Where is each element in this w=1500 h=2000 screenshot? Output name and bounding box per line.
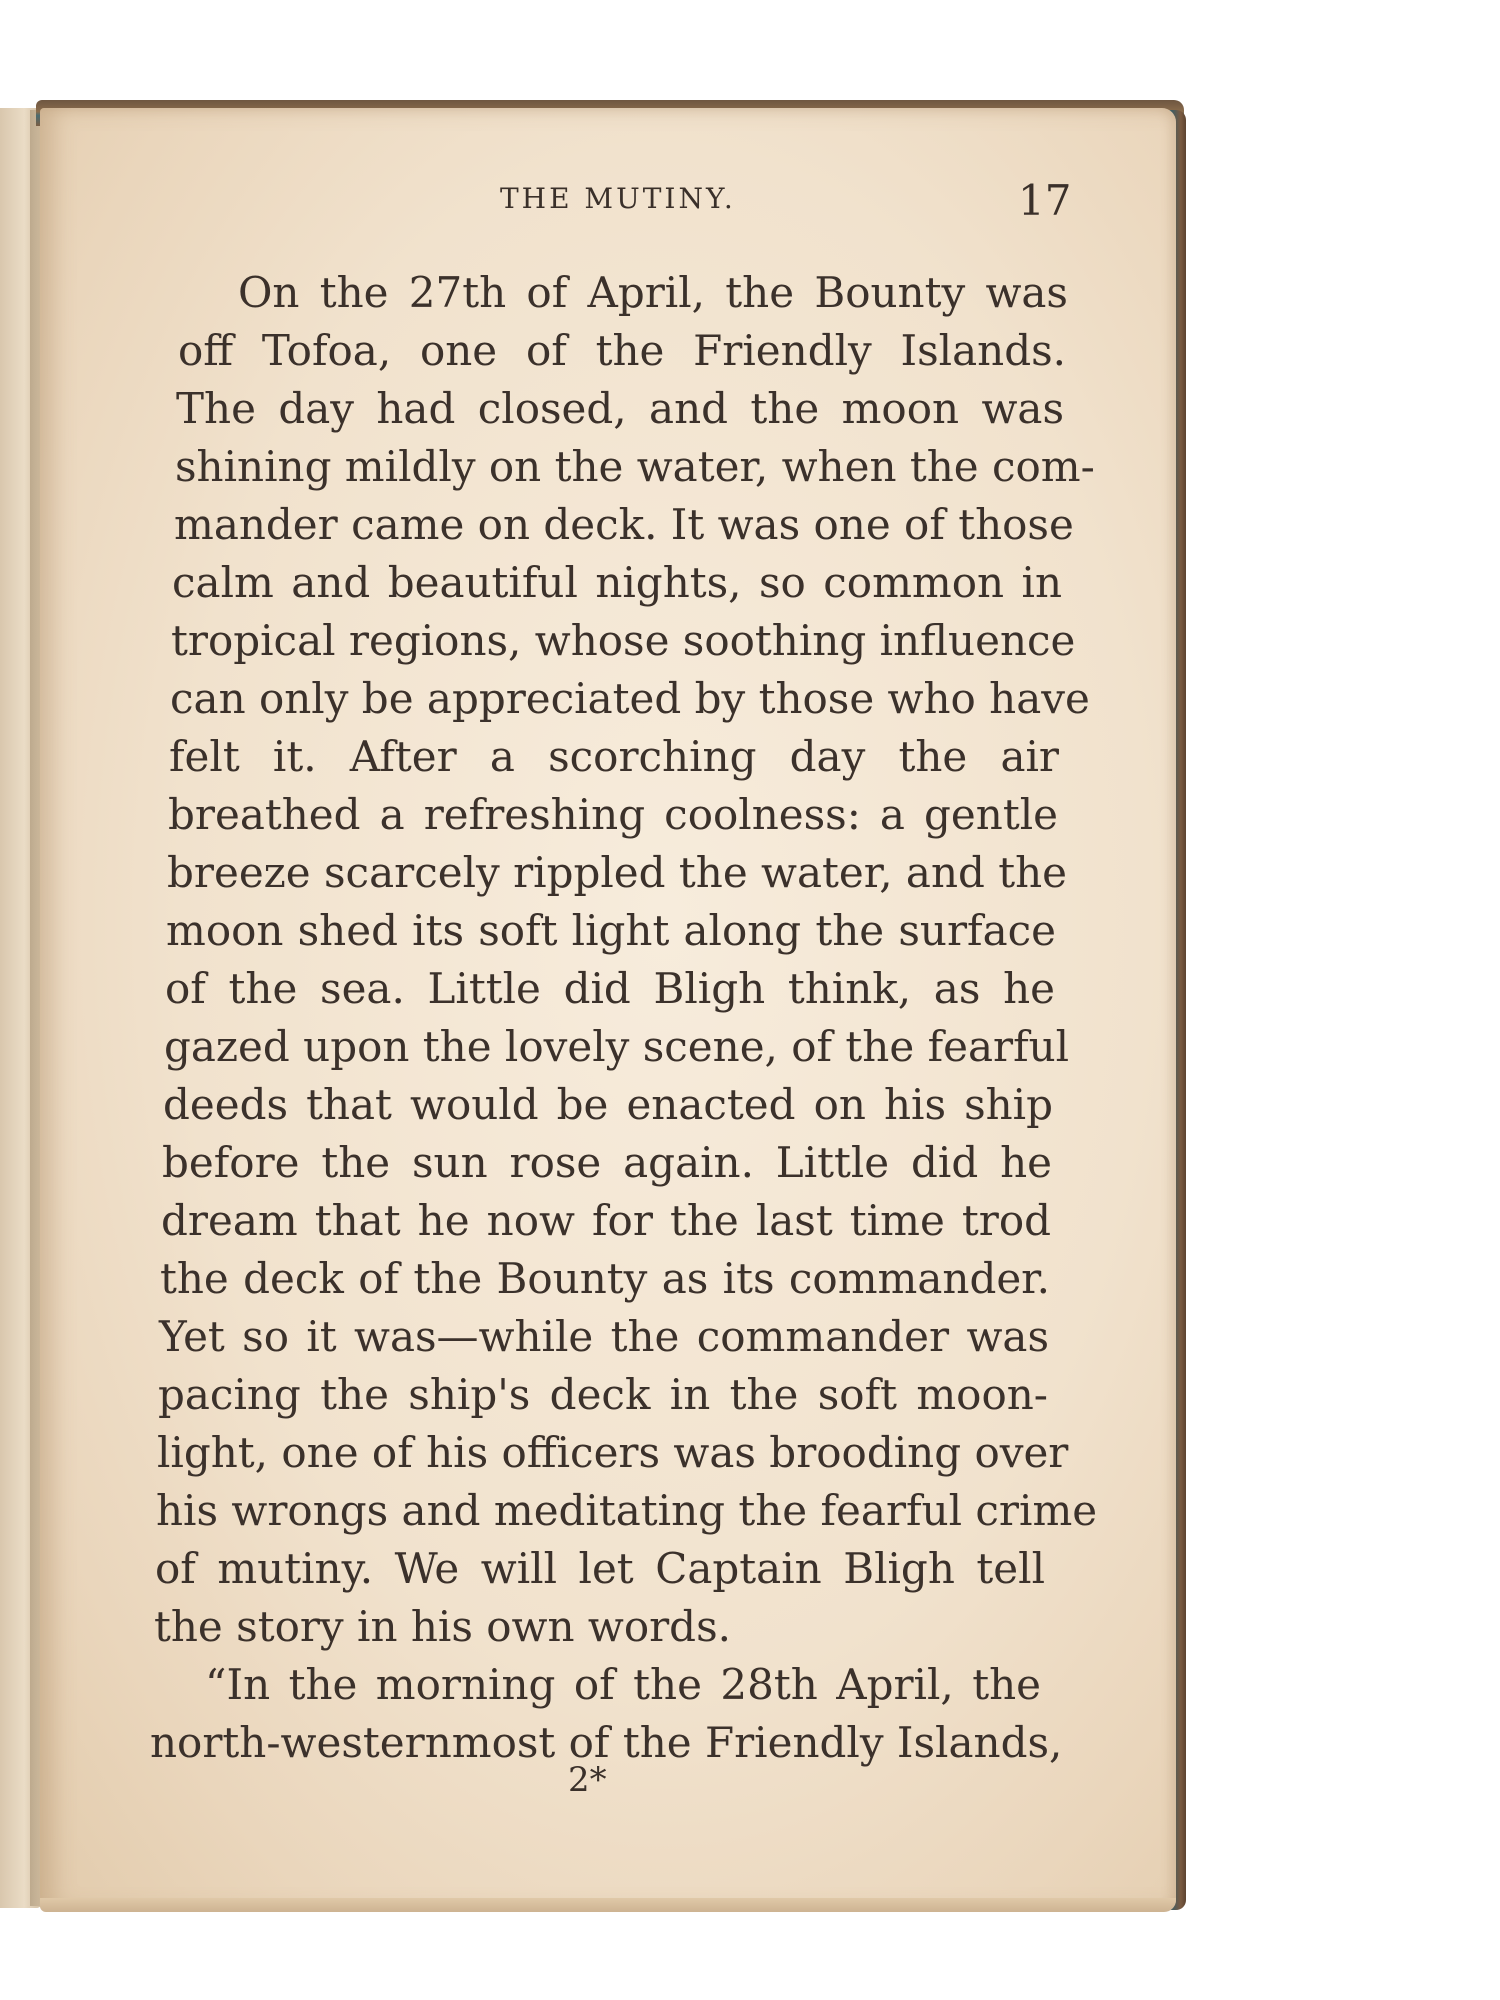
text-line: north-westernmost of the Friendly Islands,: [150, 1718, 1063, 1767]
page-bottom-edge: [40, 1898, 1176, 1912]
text-line: “In the morning of the 28th April, the: [205, 1660, 1041, 1709]
text-line: his wrongs and meditating the fearful crime: [156, 1486, 1098, 1535]
text-line: the deck of the Bounty as its commander.: [160, 1254, 1050, 1303]
text-line: dream that he now for the last time trod: [161, 1196, 1051, 1245]
text-line: The day had closed, and the moon was: [176, 384, 1064, 433]
text-line: breathed a refreshing coolness: a gentle: [168, 790, 1058, 839]
text-line: the story in his own words.: [154, 1602, 731, 1651]
text-line: breeze scarcely rippled the water, and the: [167, 848, 1068, 897]
text-line: tropical regions, whose soothing influence: [171, 616, 1076, 665]
text-line: shining mildly on the water, when the com-: [175, 442, 1095, 491]
text-line: before the sun rose again. Little did he: [162, 1138, 1052, 1187]
text-line: calm and beautiful nights, so common in: [172, 558, 1062, 607]
signature-mark: 2*: [568, 1760, 607, 1800]
text-line: On the 27th of April, the Bounty was: [238, 268, 1068, 317]
text-line: gazed upon the lovely scene, of the fearful: [164, 1022, 1070, 1071]
text-line: felt it. After a scorching day the air: [169, 732, 1059, 781]
text-line: of mutiny. We will let Captain Bligh tell: [155, 1544, 1045, 1593]
text-line: of the sea. Little did Bligh think, as he: [165, 964, 1055, 1013]
text-line: light, one of his officers was brooding over: [157, 1428, 1069, 1477]
text-line: Yet so it was—while the commander was: [159, 1312, 1049, 1361]
page-number: 17: [1018, 176, 1072, 225]
text-line: pacing the ship's deck in the soft moon-: [158, 1370, 1048, 1419]
text-line: moon shed its soft light along the surface: [166, 906, 1056, 955]
text-line: deeds that would be enacted on his ship: [163, 1080, 1053, 1129]
text-line: can only be appreciated by those who have: [170, 674, 1090, 723]
text-line: off Tofoa, one of the Friendly Islands.: [178, 326, 1066, 375]
running-head: THE MUTINY.: [500, 182, 736, 215]
text-line: mander came on deck. It was one of those: [174, 500, 1074, 549]
